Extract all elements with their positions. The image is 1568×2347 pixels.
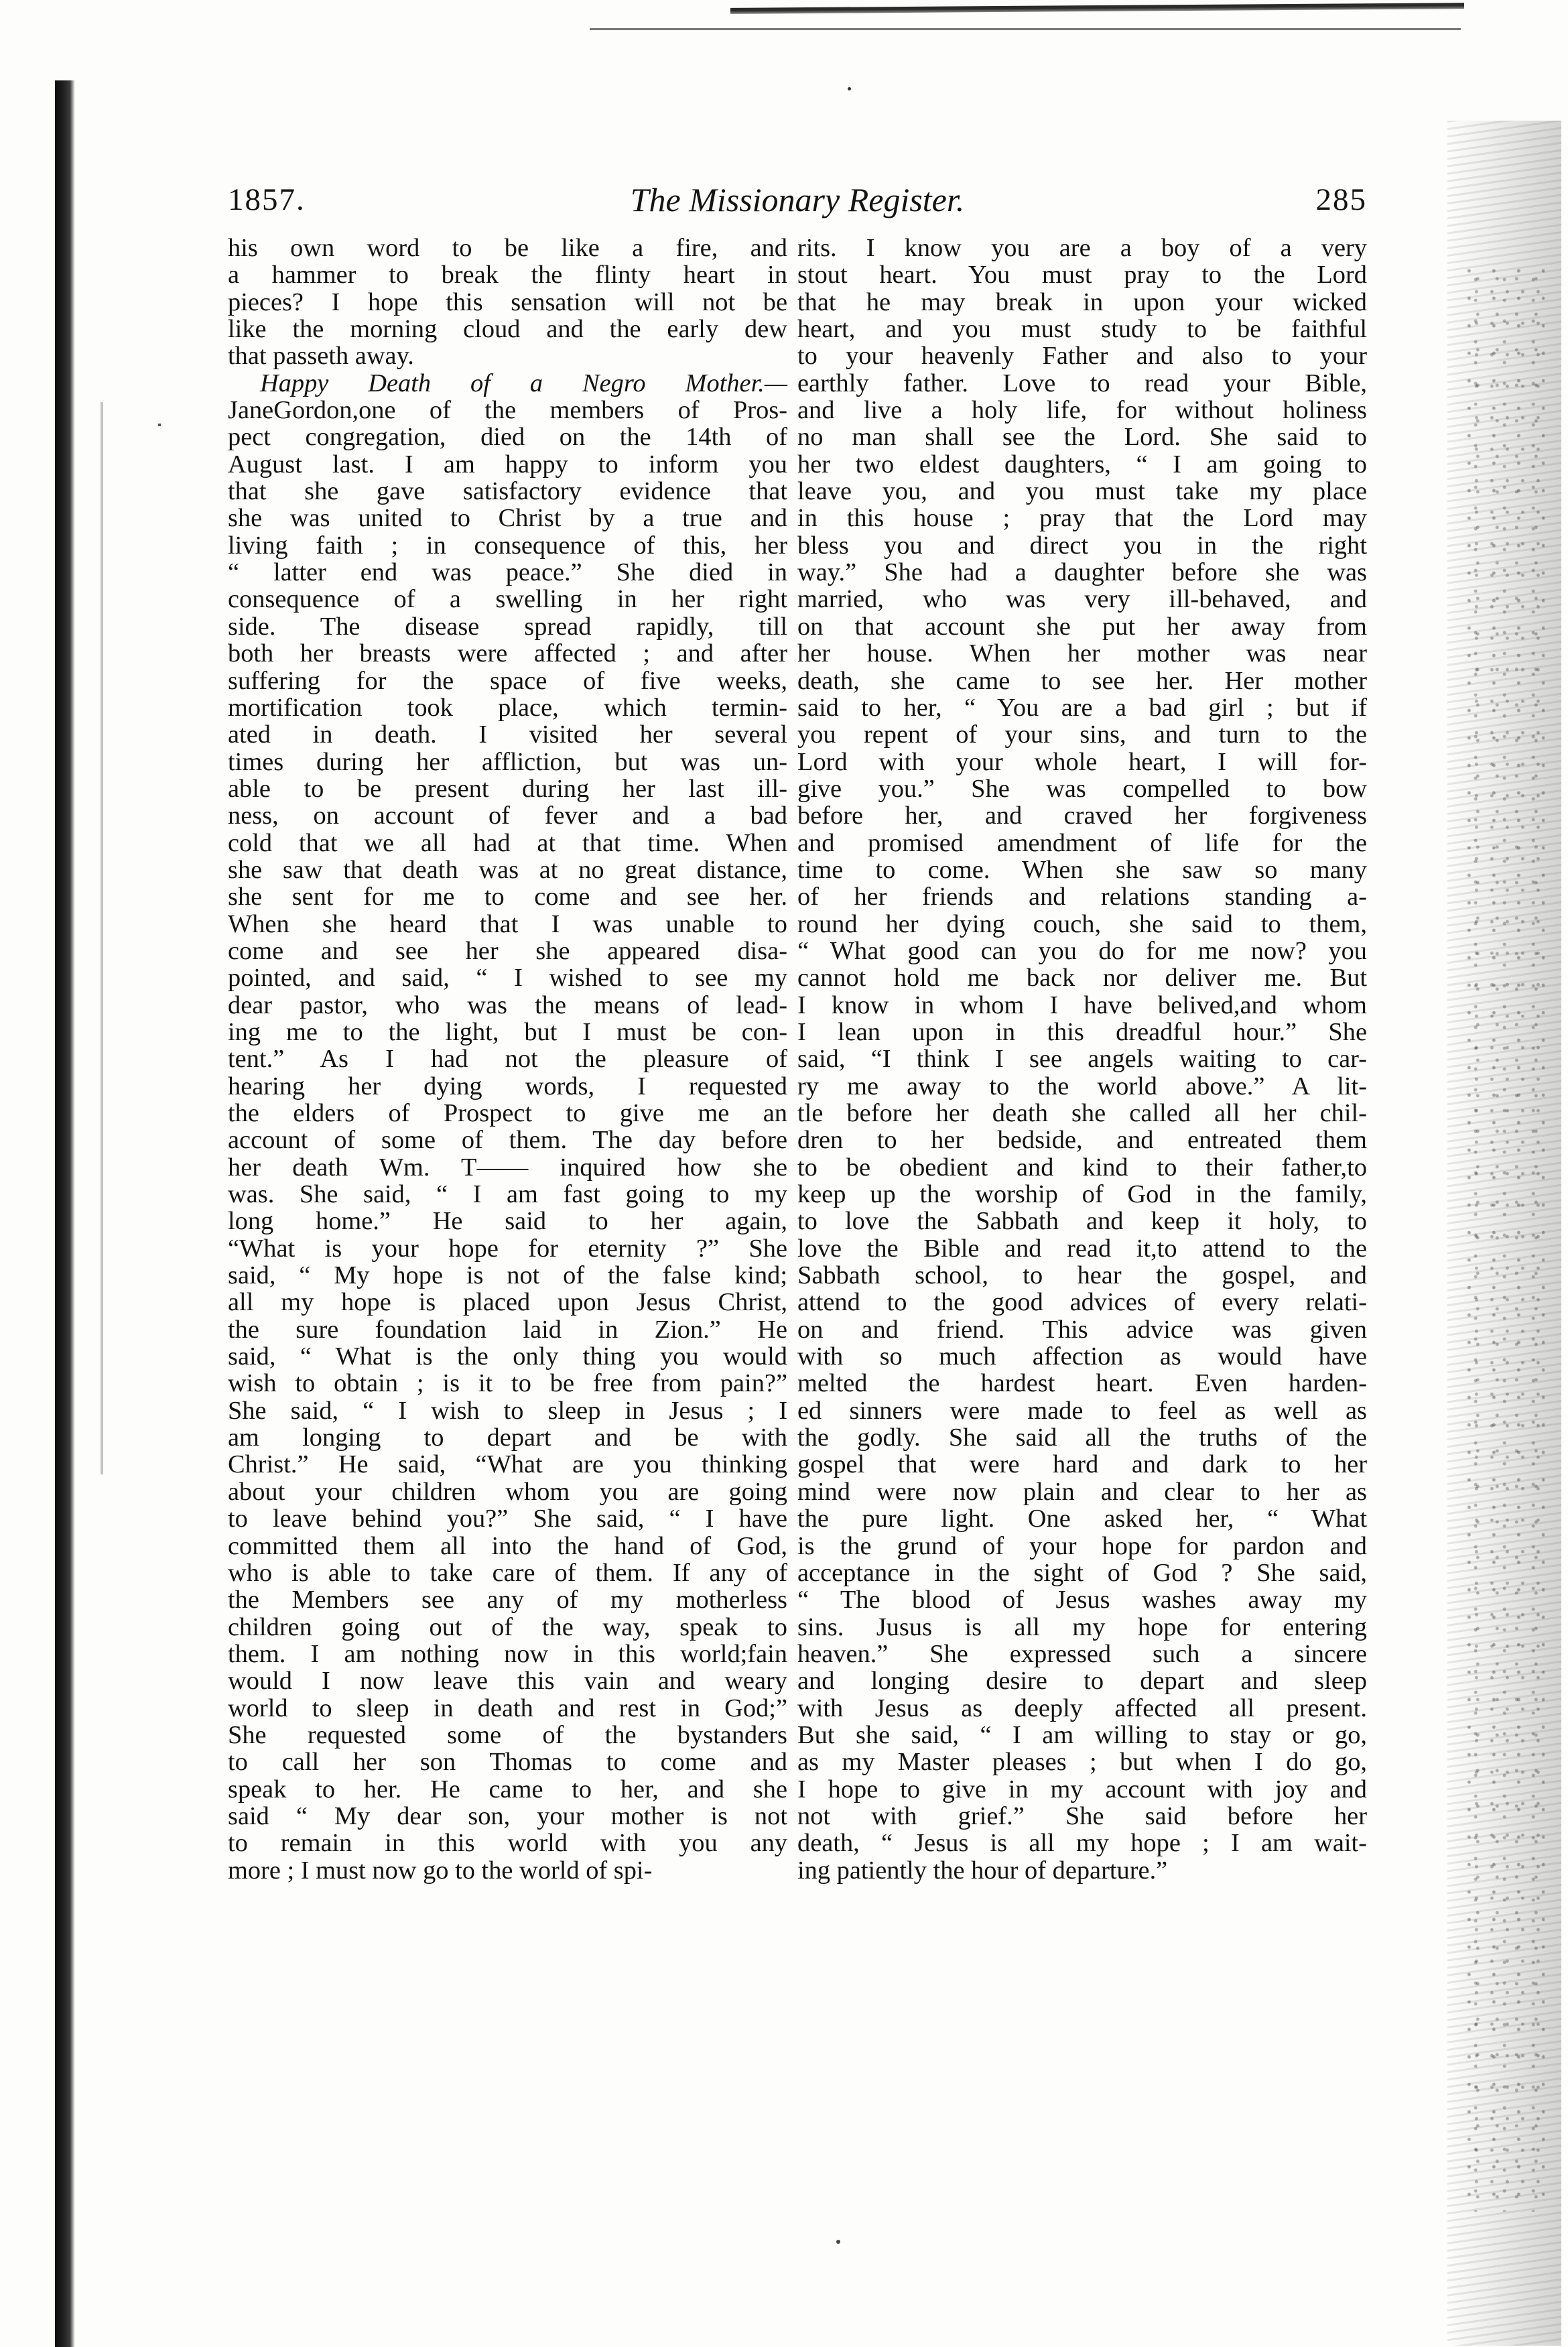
text-line: no man shall see the Lord. She said to	[797, 423, 1367, 452]
stray-mark	[836, 2240, 840, 2244]
text-line: dren to her bedside, and entreated them	[797, 1126, 1367, 1155]
text-line: rits. I know you are a boy of a very	[797, 234, 1367, 262]
text-line: Christ.” He said, “What are you thinking	[228, 1450, 787, 1479]
text-line: mortification took place, which termin-	[228, 693, 787, 722]
text-line: She said, “ I wish to sleep in Jesus ; I	[228, 1396, 787, 1425]
top-edge-rule	[730, 3, 1464, 14]
text-line: keep up the worship of God in the family,	[797, 1180, 1367, 1209]
text-line: said to her, “ You are a bad girl ; but if	[797, 693, 1367, 722]
text-line: ing me to the light, but I must be con-	[228, 1017, 787, 1046]
text-line: pect congregation, died on the 14th of	[228, 423, 787, 452]
text-line: that passeth away.	[228, 342, 414, 371]
text-line: to remain in this world with you any	[228, 1829, 787, 1858]
text-line: ing patiently the hour of departure.”	[797, 1856, 1168, 1885]
text-line: to your heavenly Father and also to your	[797, 342, 1367, 371]
text-line: ed sinners were made to feel as well as	[797, 1396, 1367, 1425]
text-line: tle before her death she called all her chil-	[797, 1099, 1367, 1127]
text-line: round her dying couch, she said to them,	[797, 909, 1367, 938]
text-line: to love the Sabbath and keep it holy, to	[797, 1207, 1367, 1236]
text-line: about your children whom you are going	[228, 1477, 787, 1506]
top-edge-thin-rule	[590, 28, 1461, 30]
text-line: children going out of the way, speak to	[228, 1612, 787, 1641]
text-line: is the grund of your hope for pardon and	[797, 1531, 1367, 1560]
text-line: ry me away to the world above.” A lit-	[797, 1072, 1367, 1100]
text-line: was. She said, “ I am fast going to my	[228, 1180, 787, 1209]
text-line: Sabbath school, to hear the gospel, and	[797, 1261, 1367, 1290]
text-line: melted the hardest heart. Even harden-	[797, 1369, 1367, 1398]
text-line: able to be present during her last ill-	[228, 774, 787, 803]
text-line: to be obedient and kind to their father,to	[797, 1153, 1367, 1182]
page-edge-speckle	[1464, 268, 1545, 2212]
text-line: account of some of them. The day before	[228, 1126, 787, 1155]
text-line: in this house ; pray that the Lord may	[797, 504, 1367, 533]
text-line: her death Wm. T—— inquired how she	[228, 1153, 787, 1182]
text-line: all my hope is placed upon Jesus Christ,	[228, 1288, 787, 1317]
text-line: to leave behind you?” She said, “ I have	[228, 1505, 787, 1533]
text-line: world to sleep in death and rest in God;”	[228, 1694, 787, 1722]
text-line: before her, and craved her forgiveness	[797, 802, 1367, 830]
text-line: come and see her she appeared disa-	[228, 936, 787, 965]
text-line: said, “ My hope is not of the false kind;	[228, 1261, 787, 1290]
text-line: August last. I am happy to inform you	[228, 450, 787, 479]
text-line: times during her affliction, but was un-	[228, 747, 787, 776]
text-line: long home.” He said to her again,	[228, 1207, 787, 1236]
text-line: and promised amendment of life for the	[797, 828, 1367, 857]
text-line: gospel that were hard and dark to her	[797, 1450, 1367, 1479]
text-line: her two eldest daughters, “ I am going to	[797, 450, 1367, 479]
text-line: bless you and direct you in the right	[797, 531, 1367, 560]
text-line: heart, and you must study to be faithful	[797, 315, 1367, 344]
text-line: side. The disease spread rapidly, till	[228, 612, 787, 641]
text-line: love the Bible and read it,to attend to the	[797, 1234, 1367, 1263]
text-line: dear pastor, who was the means of lead-	[228, 991, 787, 1019]
text-line: leave you, and you must take my place	[797, 477, 1367, 506]
binding-shadow	[55, 80, 75, 2347]
binding-edge-shadow	[101, 402, 103, 1474]
text-line: I lean upon in this dreadful hour.” She	[797, 1017, 1367, 1046]
text-line: Lord with your whole heart, I will for-	[797, 747, 1367, 776]
text-line: speak to her. He came to her, and she	[228, 1775, 787, 1803]
text-line: cannot hold me back nor deliver me. But	[797, 964, 1367, 993]
text-line: that she gave satisfactory evidence that	[228, 477, 787, 506]
text-line: on and friend. This advice was given	[797, 1315, 1367, 1344]
text-line: the sure foundation laid in Zion.” He	[228, 1315, 787, 1344]
text-line: she saw that death was at no great distance,	[228, 855, 787, 884]
right-text-column	[797, 235, 1367, 1884]
text-line: married, who was very ill-behaved, and	[797, 585, 1367, 614]
text-line: not with grief.” She said before her	[797, 1801, 1367, 1830]
text-line: She requested some of the bystanders	[228, 1720, 787, 1749]
text-line: committed them all into the hand of God,	[228, 1531, 787, 1560]
text-line: heaven.” She expressed such a sincere	[797, 1639, 1367, 1668]
text-line: am longing to depart and be with	[228, 1423, 787, 1452]
text-line: “ What good can you do for me now? you	[797, 936, 1367, 965]
text-line: both her breasts were affected ; and after	[228, 639, 787, 668]
text-line: pointed, and said, “ I wished to see my	[228, 964, 787, 993]
text-line: Happy Death of a Negro Mother.—	[260, 369, 787, 397]
text-line: of her friends and relations standing a-	[797, 883, 1367, 911]
left-text-column	[228, 235, 787, 1884]
text-line: “What is your hope for eternity ?” She	[228, 1234, 787, 1263]
text-line: more ; I must now go to the world of spi-	[228, 1856, 653, 1885]
text-line: the elders of Prospect to give me an	[228, 1099, 787, 1127]
text-line: said “ My dear son, your mother is not	[228, 1801, 787, 1830]
stray-mark	[848, 87, 851, 90]
text-line: on that account she put her away from	[797, 612, 1367, 641]
text-line: and live a holy life, for without holiness	[797, 396, 1367, 425]
text-line: the pure light. One asked her, “ What	[797, 1505, 1367, 1533]
text-line: she was united to Christ by a true and	[228, 504, 787, 533]
text-line: stout heart. You must pray to the Lord	[797, 261, 1367, 290]
text-line: ated in death. I visited her several	[228, 720, 787, 749]
text-line: consequence of a swelling in her right	[228, 585, 787, 614]
text-line: When she heard that I was unable to	[228, 909, 787, 938]
text-line: death, “ Jesus is all my hope ; I am wait-	[797, 1829, 1367, 1858]
text-line: to call her son Thomas to come and	[228, 1748, 787, 1777]
text-line: time to come. When she saw so many	[797, 855, 1367, 884]
text-line: I know in whom I have belived,and whom	[797, 991, 1367, 1019]
text-line: with Jesus as deeply affected all present.	[797, 1694, 1367, 1722]
text-line: JaneGordon,one of the members of Pros-	[228, 396, 787, 425]
text-line: mind were now plain and clear to her as	[797, 1477, 1367, 1506]
text-line: death, she came to see her. Her mother	[797, 666, 1367, 695]
running-head-title: The Missionary Register.	[630, 181, 965, 218]
text-line: the godly. She said all the truths of the	[797, 1423, 1367, 1452]
text-line: living faith ; in consequence of this, her	[228, 531, 787, 560]
text-line: would I now leave this vain and weary	[228, 1667, 787, 1696]
text-line: sins. Jusus is all my hope for entering	[797, 1612, 1367, 1641]
text-line: said, “ What is the only thing you would	[228, 1342, 787, 1371]
text-line: she sent for me to come and see her.	[228, 883, 787, 911]
text-line: I hope to give in my account with joy and	[797, 1775, 1367, 1803]
text-line: said, “I think I see angels waiting to car-	[797, 1045, 1367, 1074]
text-line: give you.” She was compelled to bow	[797, 774, 1367, 803]
text-line: like the morning cloud and the early dew	[228, 315, 787, 344]
text-line: earthly father. Love to read your Bible,	[797, 369, 1367, 397]
text-line: them. I am nothing now in this world;fain	[228, 1639, 787, 1668]
text-line: But she said, “ I am willing to stay or go,	[797, 1720, 1367, 1749]
text-line: suffering for the space of five weeks,	[228, 666, 787, 695]
text-line: the Members see any of my motherless	[228, 1586, 787, 1614]
text-line: his own word to be like a fire, and	[228, 234, 787, 262]
text-line: acceptance in the sight of God ? She said,	[797, 1558, 1367, 1587]
text-line: pieces? I hope this sensation will not be	[228, 288, 787, 316]
text-line: as my Master pleases ; but when I do go,	[797, 1748, 1367, 1777]
running-head	[228, 173, 1367, 227]
text-line: you repent of your sins, and turn to the	[797, 720, 1367, 749]
text-line: her house. When her mother was near	[797, 639, 1367, 668]
page-number: 285	[1315, 182, 1367, 217]
text-line: attend to the good advices of every relati-	[797, 1288, 1367, 1317]
text-line: wish to obtain ; is it to be free from pain?”	[228, 1369, 787, 1398]
text-line: tent.” As I had not the pleasure of	[228, 1045, 787, 1074]
text-line: who is able to take care of them. If any of	[228, 1558, 787, 1587]
text-line: cold that we all had at that time. When	[228, 828, 787, 857]
text-line: “ latter end was peace.” She died in	[228, 558, 787, 587]
text-line: with so much affection as would have	[797, 1342, 1367, 1371]
text-line: a hammer to break the flinty heart in	[228, 261, 787, 290]
text-line: ness, on account of fever and a bad	[228, 802, 787, 830]
text-line: way.” She had a daughter before she was	[797, 558, 1367, 587]
text-line: “ The blood of Jesus washes away my	[797, 1586, 1367, 1614]
running-head-year: 1857.	[228, 182, 306, 217]
text-line: and longing desire to depart and sleep	[797, 1667, 1367, 1696]
stray-mark	[158, 424, 161, 426]
text-line: that he may break in upon your wicked	[797, 288, 1367, 316]
text-line: hearing her dying words, I requested	[228, 1072, 787, 1100]
